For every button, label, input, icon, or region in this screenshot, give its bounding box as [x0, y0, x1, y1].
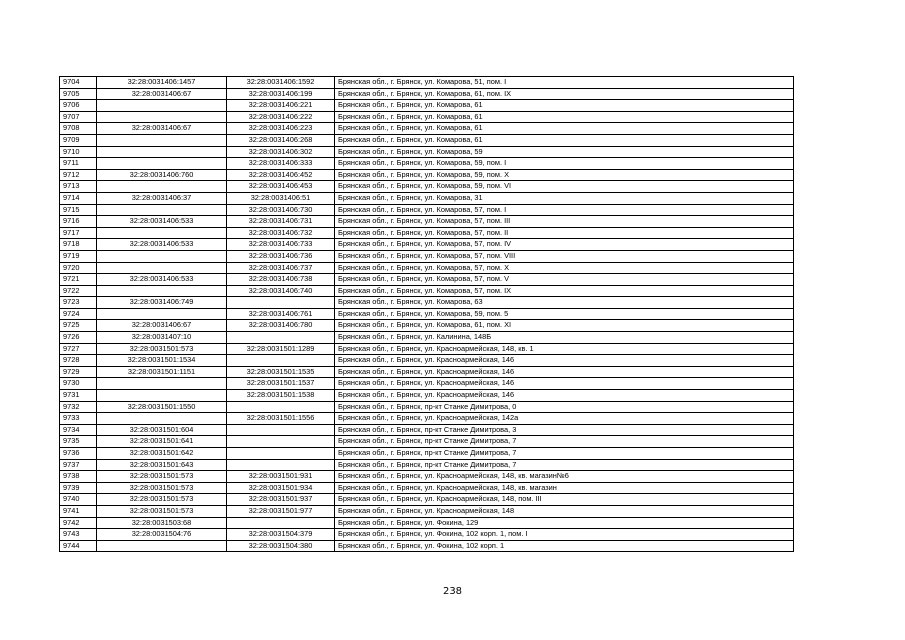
object-number-cell [227, 297, 335, 309]
parcel-number-cell: 32:28:0031501:573 [97, 494, 227, 506]
address-cell: Брянская обл., г. Брянск, ул. Комарова, 59 [335, 146, 794, 158]
address-cell: Брянская обл., г. Брянск, ул. Комарова, 61 [335, 111, 794, 123]
object-number-cell: 32:28:0031406:737 [227, 262, 335, 274]
address-cell: Брянская обл., г. Брянск, ул. Фокина, 102 корп. 1 [335, 540, 794, 552]
row-number-cell: 9724 [60, 308, 97, 320]
table-row [60, 343, 794, 355]
object-number-cell [227, 459, 335, 471]
row-number-cell: 9716 [60, 216, 97, 228]
row-number-cell: 9739 [60, 482, 97, 494]
table-row [60, 134, 794, 146]
row-number-cell: 9736 [60, 448, 97, 460]
row-number-cell: 9723 [60, 297, 97, 309]
address-cell: Брянская обл., г. Брянск, ул. Комарова, 57, пом. IV [335, 239, 794, 251]
address-cell: Брянская обл., г. Брянск, ул. Комарова, 57, пом. III [335, 216, 794, 228]
object-number-cell: 32:28:0031406:732 [227, 227, 335, 239]
parcel-number-cell [97, 204, 227, 216]
row-number-cell: 9713 [60, 181, 97, 193]
object-number-cell: 32:28:0031406:333 [227, 158, 335, 170]
row-number-cell: 9704 [60, 77, 97, 89]
table-row [60, 366, 794, 378]
table-row [60, 239, 794, 251]
parcel-number-cell: 32:28:0031406:67 [97, 123, 227, 135]
parcel-number-cell: 32:28:0031501:641 [97, 436, 227, 448]
row-number-cell: 9709 [60, 134, 97, 146]
object-number-cell: 32:28:0031406:51 [227, 192, 335, 204]
address-cell: Брянская обл., г. Брянск, ул. Комарова, 57, пом. VIII [335, 250, 794, 262]
object-number-cell: 32:28:0031501:934 [227, 482, 335, 494]
address-cell: Брянская обл., г. Брянск, ул. Комарова, 57, пом. II [335, 227, 794, 239]
address-cell: Брянская обл., г. Брянск, ул. Комарова, 31 [335, 192, 794, 204]
address-cell: Брянская обл., г. Брянск, ул. Красноармейская, 146 [335, 355, 794, 367]
address-cell: Брянская обл., г. Брянск, ул. Фокина, 102 корп. 1, пом. I [335, 529, 794, 541]
table-row [60, 111, 794, 123]
table-row [60, 169, 794, 181]
address-cell: Брянская обл., г. Брянск, ул. Красноармейская, 146 [335, 378, 794, 390]
object-number-cell [227, 355, 335, 367]
table-row [60, 77, 794, 89]
table-row [60, 158, 794, 170]
row-number-cell: 9731 [60, 390, 97, 402]
address-cell: Брянская обл., г. Брянск, ул. Фокина, 129 [335, 517, 794, 529]
table-row [60, 192, 794, 204]
address-cell: Брянская обл., г. Брянск, ул. Красноармейская, 148 [335, 505, 794, 517]
parcel-number-cell: 32:28:0031406:67 [97, 88, 227, 100]
object-number-cell: 32:28:0031406:740 [227, 285, 335, 297]
row-number-cell: 9714 [60, 192, 97, 204]
address-cell: Брянская обл., г. Брянск, ул. Комарова, 59, пом. VI [335, 181, 794, 193]
table-row [60, 471, 794, 483]
table-row [60, 529, 794, 541]
object-number-cell: 32:28:0031501:931 [227, 471, 335, 483]
address-cell: Брянская обл., г. Брянск, пр-кт Станке Димитрова, 7 [335, 448, 794, 460]
object-number-cell [227, 332, 335, 344]
object-number-cell [227, 436, 335, 448]
row-number-cell: 9734 [60, 424, 97, 436]
object-number-cell: 32:28:0031501:1538 [227, 390, 335, 402]
row-number-cell: 9726 [60, 332, 97, 344]
address-cell: Брянская обл., г. Брянск, ул. Красноармейская, 148, кв. магазин№6 [335, 471, 794, 483]
address-cell: Брянская обл., г. Брянск, ул. Комарова, 61 [335, 123, 794, 135]
address-cell: Брянская обл., г. Брянск, ул. Красноармейская, 148, кв. 1 [335, 343, 794, 355]
table-row [60, 540, 794, 552]
parcel-number-cell: 32:28:0031501:1534 [97, 355, 227, 367]
row-number-cell: 9732 [60, 401, 97, 413]
table-row [60, 448, 794, 460]
table-row [60, 401, 794, 413]
parcel-number-cell: 32:28:0031406:533 [97, 274, 227, 286]
table-row [60, 378, 794, 390]
table-row [60, 100, 794, 112]
table-row [60, 436, 794, 448]
object-number-cell: 32:28:0031501:1535 [227, 366, 335, 378]
register-table-body [60, 77, 794, 552]
row-number-cell: 9729 [60, 366, 97, 378]
row-number-cell: 9740 [60, 494, 97, 506]
address-cell: Брянская обл., г. Брянск, пр-кт Станке Димитрова, 0 [335, 401, 794, 413]
parcel-number-cell [97, 308, 227, 320]
table-row [60, 332, 794, 344]
table-row [60, 216, 794, 228]
address-cell: Брянская обл., г. Брянск, пр-кт Станке Димитрова, 3 [335, 424, 794, 436]
parcel-number-cell: 32:28:0031501:573 [97, 482, 227, 494]
table-row [60, 505, 794, 517]
object-number-cell: 32:28:0031406:268 [227, 134, 335, 146]
parcel-number-cell [97, 262, 227, 274]
parcel-number-cell: 32:28:0031406:760 [97, 169, 227, 181]
address-cell: Брянская обл., г. Брянск, ул. Красноармейская, 148, пом. III [335, 494, 794, 506]
address-cell: Брянская обл., г. Брянск, ул. Комарова, 61, пом. XI [335, 320, 794, 332]
address-cell: Брянская обл., г. Брянск, пр-кт Станке Димитрова, 7 [335, 459, 794, 471]
object-number-cell: 32:28:0031501:1537 [227, 378, 335, 390]
row-number-cell: 9707 [60, 111, 97, 123]
address-cell: Брянская обл., г. Брянск, ул. Калинина, 148Б [335, 332, 794, 344]
object-number-cell: 32:28:0031406:736 [227, 250, 335, 262]
object-number-cell: 32:28:0031406:733 [227, 239, 335, 251]
parcel-number-cell: 32:28:0031501:573 [97, 505, 227, 517]
table-row [60, 297, 794, 309]
row-number-cell: 9735 [60, 436, 97, 448]
object-number-cell: 32:28:0031501:937 [227, 494, 335, 506]
object-number-cell [227, 424, 335, 436]
row-number-cell: 9742 [60, 517, 97, 529]
parcel-number-cell: 32:28:0031406:67 [97, 320, 227, 332]
object-number-cell [227, 448, 335, 460]
table-row [60, 494, 794, 506]
row-number-cell: 9705 [60, 88, 97, 100]
parcel-number-cell: 32:28:0031501:604 [97, 424, 227, 436]
table-row [60, 390, 794, 402]
row-number-cell: 9710 [60, 146, 97, 158]
row-number-cell: 9744 [60, 540, 97, 552]
object-number-cell: 32:28:0031504:379 [227, 529, 335, 541]
parcel-number-cell: 32:28:0031501:1151 [97, 366, 227, 378]
table-row [60, 146, 794, 158]
object-number-cell: 32:28:0031406:1592 [227, 77, 335, 89]
parcel-number-cell [97, 540, 227, 552]
parcel-number-cell [97, 146, 227, 158]
address-cell: Брянская обл., г. Брянск, ул. Комарова, 61, пом. IX [335, 88, 794, 100]
row-number-cell: 9725 [60, 320, 97, 332]
parcel-number-cell [97, 285, 227, 297]
object-number-cell: 32:28:0031406:223 [227, 123, 335, 135]
parcel-number-cell [97, 413, 227, 425]
parcel-number-cell [97, 158, 227, 170]
row-number-cell: 9730 [60, 378, 97, 390]
address-cell: Брянская обл., г. Брянск, ул. Комарова, 63 [335, 297, 794, 309]
parcel-number-cell: 32:28:0031406:533 [97, 216, 227, 228]
parcel-number-cell [97, 111, 227, 123]
table-row [60, 88, 794, 100]
object-number-cell: 32:28:0031406:222 [227, 111, 335, 123]
object-number-cell: 32:28:0031406:221 [227, 100, 335, 112]
row-number-cell: 9717 [60, 227, 97, 239]
row-number-cell: 9718 [60, 239, 97, 251]
row-number-cell: 9733 [60, 413, 97, 425]
parcel-number-cell: 32:28:0031501:643 [97, 459, 227, 471]
parcel-number-cell: 32:28:0031406:37 [97, 192, 227, 204]
row-number-cell: 9727 [60, 343, 97, 355]
row-number-cell: 9719 [60, 250, 97, 262]
parcel-number-cell [97, 134, 227, 146]
parcel-number-cell: 32:28:0031501:573 [97, 343, 227, 355]
table-row [60, 227, 794, 239]
parcel-number-cell [97, 250, 227, 262]
address-cell: Брянская обл., г. Брянск, ул. Комарова, 59, пом. X [335, 169, 794, 181]
address-cell: Брянская обл., г. Брянск, ул. Комарова, 59, пом. 5 [335, 308, 794, 320]
parcel-number-cell: 32:28:0031501:642 [97, 448, 227, 460]
table-row [60, 482, 794, 494]
parcel-number-cell [97, 390, 227, 402]
register-table [59, 76, 794, 552]
parcel-number-cell: 32:28:0031504:76 [97, 529, 227, 541]
address-cell: Брянская обл., г. Брянск, ул. Комарова, 57, пом. X [335, 262, 794, 274]
address-cell: Брянская обл., г. Брянск, ул. Комарова, 57, пом. V [335, 274, 794, 286]
address-cell: Брянская обл., г. Брянск, ул. Красноармейская, 146 [335, 390, 794, 402]
row-number-cell: 9708 [60, 123, 97, 135]
table-row [60, 517, 794, 529]
table-row [60, 424, 794, 436]
row-number-cell: 9743 [60, 529, 97, 541]
object-number-cell: 32:28:0031406:730 [227, 204, 335, 216]
object-number-cell: 32:28:0031406:731 [227, 216, 335, 228]
row-number-cell: 9737 [60, 459, 97, 471]
row-number-cell: 9720 [60, 262, 97, 274]
address-cell: Брянская обл., г. Брянск, ул. Красноармейская, 148, кв. магазин [335, 482, 794, 494]
object-number-cell: 32:28:0031501:1289 [227, 343, 335, 355]
object-number-cell [227, 401, 335, 413]
parcel-number-cell: 32:28:0031407:10 [97, 332, 227, 344]
row-number-cell: 9711 [60, 158, 97, 170]
address-cell: Брянская обл., г. Брянск, ул. Комарова, 61 [335, 100, 794, 112]
row-number-cell: 9738 [60, 471, 97, 483]
object-number-cell: 32:28:0031406:302 [227, 146, 335, 158]
row-number-cell: 9721 [60, 274, 97, 286]
row-number-cell: 9715 [60, 204, 97, 216]
parcel-number-cell: 32:28:0031406:749 [97, 297, 227, 309]
parcel-number-cell: 32:28:0031406:533 [97, 239, 227, 251]
table-row [60, 308, 794, 320]
parcel-number-cell: 32:28:0031503:68 [97, 517, 227, 529]
address-cell: Брянская обл., г. Брянск, ул. Комарова, 57, пом. I [335, 204, 794, 216]
object-number-cell: 32:28:0031406:452 [227, 169, 335, 181]
table-row [60, 413, 794, 425]
object-number-cell: 32:28:0031406:780 [227, 320, 335, 332]
address-cell: Брянская обл., г. Брянск, ул. Комарова, 51, пом. I [335, 77, 794, 89]
table-row [60, 355, 794, 367]
object-number-cell: 32:28:0031406:761 [227, 308, 335, 320]
object-number-cell: 32:28:0031406:738 [227, 274, 335, 286]
table-row [60, 123, 794, 135]
parcel-number-cell: 32:28:0031501:1550 [97, 401, 227, 413]
table-row [60, 274, 794, 286]
table-row [60, 285, 794, 297]
parcel-number-cell [97, 378, 227, 390]
address-cell: Брянская обл., г. Брянск, ул. Красноармейская, 142а [335, 413, 794, 425]
table-row [60, 262, 794, 274]
parcel-number-cell: 32:28:0031406:1457 [97, 77, 227, 89]
address-cell: Брянская обл., г. Брянск, пр-кт Станке Димитрова, 7 [335, 436, 794, 448]
table-row [60, 320, 794, 332]
table-row [60, 250, 794, 262]
address-cell: Брянская обл., г. Брянск, ул. Комарова, 59, пом. I [335, 158, 794, 170]
address-cell: Брянская обл., г. Брянск, ул. Комарова, 61 [335, 134, 794, 146]
object-number-cell: 32:28:0031501:1556 [227, 413, 335, 425]
page-number: 238 [442, 586, 463, 597]
row-number-cell: 9728 [60, 355, 97, 367]
table-row [60, 459, 794, 471]
row-number-cell: 9712 [60, 169, 97, 181]
parcel-number-cell [97, 181, 227, 193]
parcel-number-cell [97, 100, 227, 112]
table-row [60, 204, 794, 216]
row-number-cell: 9741 [60, 505, 97, 517]
parcel-number-cell [97, 227, 227, 239]
address-cell: Брянская обл., г. Брянск, ул. Красноармейская, 146 [335, 366, 794, 378]
object-number-cell: 32:28:0031501:977 [227, 505, 335, 517]
row-number-cell: 9706 [60, 100, 97, 112]
address-cell: Брянская обл., г. Брянск, ул. Комарова, 57, пом. IX [335, 285, 794, 297]
object-number-cell: 32:28:0031504:380 [227, 540, 335, 552]
object-number-cell: 32:28:0031406:453 [227, 181, 335, 193]
object-number-cell: 32:28:0031406:199 [227, 88, 335, 100]
parcel-number-cell: 32:28:0031501:573 [97, 471, 227, 483]
object-number-cell [227, 517, 335, 529]
table-row [60, 181, 794, 193]
row-number-cell: 9722 [60, 285, 97, 297]
